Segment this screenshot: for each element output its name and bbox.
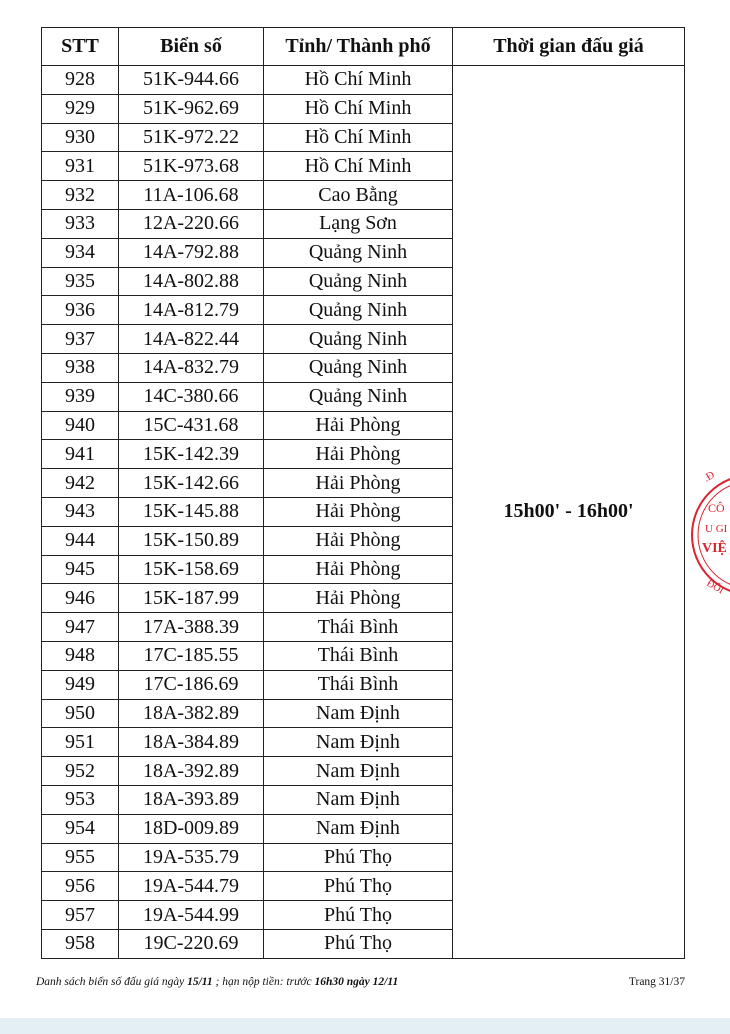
row-stt: 955 [42, 843, 119, 872]
row-stt: 952 [42, 757, 119, 786]
row-province: Quảng Ninh [264, 267, 453, 296]
row-plate: 12A-220.66 [119, 209, 264, 238]
row-province: Hồ Chí Minh [264, 66, 453, 95]
row-plate: 51K-972.22 [119, 123, 264, 152]
row-province: Hải Phòng [264, 584, 453, 613]
row-province: Nam Định [264, 757, 453, 786]
row-province: Lạng Sơn [264, 209, 453, 238]
row-stt: 949 [42, 670, 119, 699]
row-plate: 51K-962.69 [119, 94, 264, 123]
row-stt: 937 [42, 325, 119, 354]
header-plate: Biển số [119, 28, 264, 66]
svg-text:.Đ: .Đ [701, 468, 717, 485]
row-stt: 957 [42, 901, 119, 930]
footer-deadline: 16h30 ngày 12/11 [314, 976, 399, 988]
row-stt: 934 [42, 238, 119, 267]
row-province: Thái Bình [264, 613, 453, 642]
row-plate: 14A-832.79 [119, 353, 264, 382]
row-plate: 18A-393.89 [119, 785, 264, 814]
row-province: Phú Thọ [264, 929, 453, 958]
row-plate: 14A-802.88 [119, 267, 264, 296]
row-province: Phú Thọ [264, 843, 453, 872]
row-plate: 19A-544.99 [119, 901, 264, 930]
row-plate: 17C-185.55 [119, 641, 264, 670]
table-header-row [42, 28, 685, 66]
row-plate: 17A-388.39 [119, 613, 264, 642]
row-plate: 15K-150.89 [119, 526, 264, 555]
row-plate: 15C-431.68 [119, 411, 264, 440]
row-plate: 14C-380.66 [119, 382, 264, 411]
row-stt: 939 [42, 382, 119, 411]
row-province: Hồ Chí Minh [264, 94, 453, 123]
row-stt: 938 [42, 353, 119, 382]
row-stt: 935 [42, 267, 119, 296]
row-plate: 14A-792.88 [119, 238, 264, 267]
row-plate: 14A-812.79 [119, 296, 264, 325]
row-province: Hải Phòng [264, 411, 453, 440]
row-province: Hải Phòng [264, 526, 453, 555]
row-stt: 931 [42, 152, 119, 181]
row-stt: 951 [42, 728, 119, 757]
row-stt: 932 [42, 181, 119, 210]
header-province: Tỉnh/ Thành phố [264, 28, 453, 66]
row-plate: 18A-384.89 [119, 728, 264, 757]
row-province: Phú Thọ [264, 901, 453, 930]
row-plate: 15K-142.39 [119, 440, 264, 469]
row-stt: 928 [42, 66, 119, 95]
row-province: Thái Bình [264, 670, 453, 699]
bottom-scan-strip [0, 1018, 730, 1034]
row-plate: 51K-944.66 [119, 66, 264, 95]
svg-text:U GI: U GI [705, 523, 728, 535]
row-plate: 19A-544.79 [119, 872, 264, 901]
row-stt: 943 [42, 497, 119, 526]
svg-text:VIỆ: VIỆ [702, 541, 727, 556]
row-stt: 958 [42, 929, 119, 958]
plates-table [41, 27, 685, 959]
row-province: Hải Phòng [264, 555, 453, 584]
footer-text-1: Danh sách biển số đấu giá ngày [36, 976, 188, 988]
red-seal-stamp [690, 460, 730, 610]
row-province: Quảng Ninh [264, 325, 453, 354]
row-plate: 11A-106.68 [119, 181, 264, 210]
row-stt: 948 [42, 641, 119, 670]
row-stt: 940 [42, 411, 119, 440]
footer-note [36, 976, 686, 988]
footer-date: 15/11 [187, 976, 213, 988]
row-stt: 950 [42, 699, 119, 728]
row-stt: 930 [42, 123, 119, 152]
row-province: Quảng Ninh [264, 353, 453, 382]
row-province: Hồ Chí Minh [264, 123, 453, 152]
row-stt: 945 [42, 555, 119, 584]
table-row [42, 66, 685, 95]
row-plate: 14A-822.44 [119, 325, 264, 354]
row-plate: 19A-535.79 [119, 843, 264, 872]
page-number: Trang 31/37 [628, 976, 685, 988]
row-stt: 941 [42, 440, 119, 469]
row-province: Cao Bằng [264, 181, 453, 210]
row-stt: 936 [42, 296, 119, 325]
row-stt: 947 [42, 613, 119, 642]
row-province: Quảng Ninh [264, 296, 453, 325]
row-plate: 51K-973.68 [119, 152, 264, 181]
row-province: Quảng Ninh [264, 238, 453, 267]
row-province: Nam Định [264, 728, 453, 757]
auction-time-cell: 15h00' - 16h00' [453, 66, 685, 959]
header-auction-time: Thời gian đấu giá [453, 28, 685, 66]
svg-text:ĐỐI: ĐỐI [704, 578, 726, 597]
row-stt: 929 [42, 94, 119, 123]
row-stt: 953 [42, 785, 119, 814]
row-plate: 15K-187.99 [119, 584, 264, 613]
row-stt: 954 [42, 814, 119, 843]
row-plate: 15K-142.66 [119, 469, 264, 498]
row-province: Quảng Ninh [264, 382, 453, 411]
row-province: Nam Định [264, 785, 453, 814]
row-plate: 18D-009.89 [119, 814, 264, 843]
row-plate: 15K-158.69 [119, 555, 264, 584]
row-stt: 956 [42, 872, 119, 901]
row-stt: 944 [42, 526, 119, 555]
row-plate: 17C-186.69 [119, 670, 264, 699]
row-plate: 19C-220.69 [119, 929, 264, 958]
header-stt: STT [42, 28, 119, 66]
row-plate: 18A-392.89 [119, 757, 264, 786]
row-stt: 933 [42, 209, 119, 238]
footer-text-2: ; hạn nộp tiền: trước [212, 976, 315, 988]
row-province: Hải Phòng [264, 469, 453, 498]
row-province: Phú Thọ [264, 872, 453, 901]
row-plate: 15K-145.88 [119, 497, 264, 526]
row-province: Thái Bình [264, 641, 453, 670]
row-province: Nam Định [264, 699, 453, 728]
svg-text:CÔ: CÔ [708, 501, 725, 515]
row-stt: 942 [42, 469, 119, 498]
row-stt: 946 [42, 584, 119, 613]
row-plate: 18A-382.89 [119, 699, 264, 728]
row-province: Hải Phòng [264, 497, 453, 526]
row-province: Nam Định [264, 814, 453, 843]
row-province: Hải Phòng [264, 440, 453, 469]
row-province: Hồ Chí Minh [264, 152, 453, 181]
